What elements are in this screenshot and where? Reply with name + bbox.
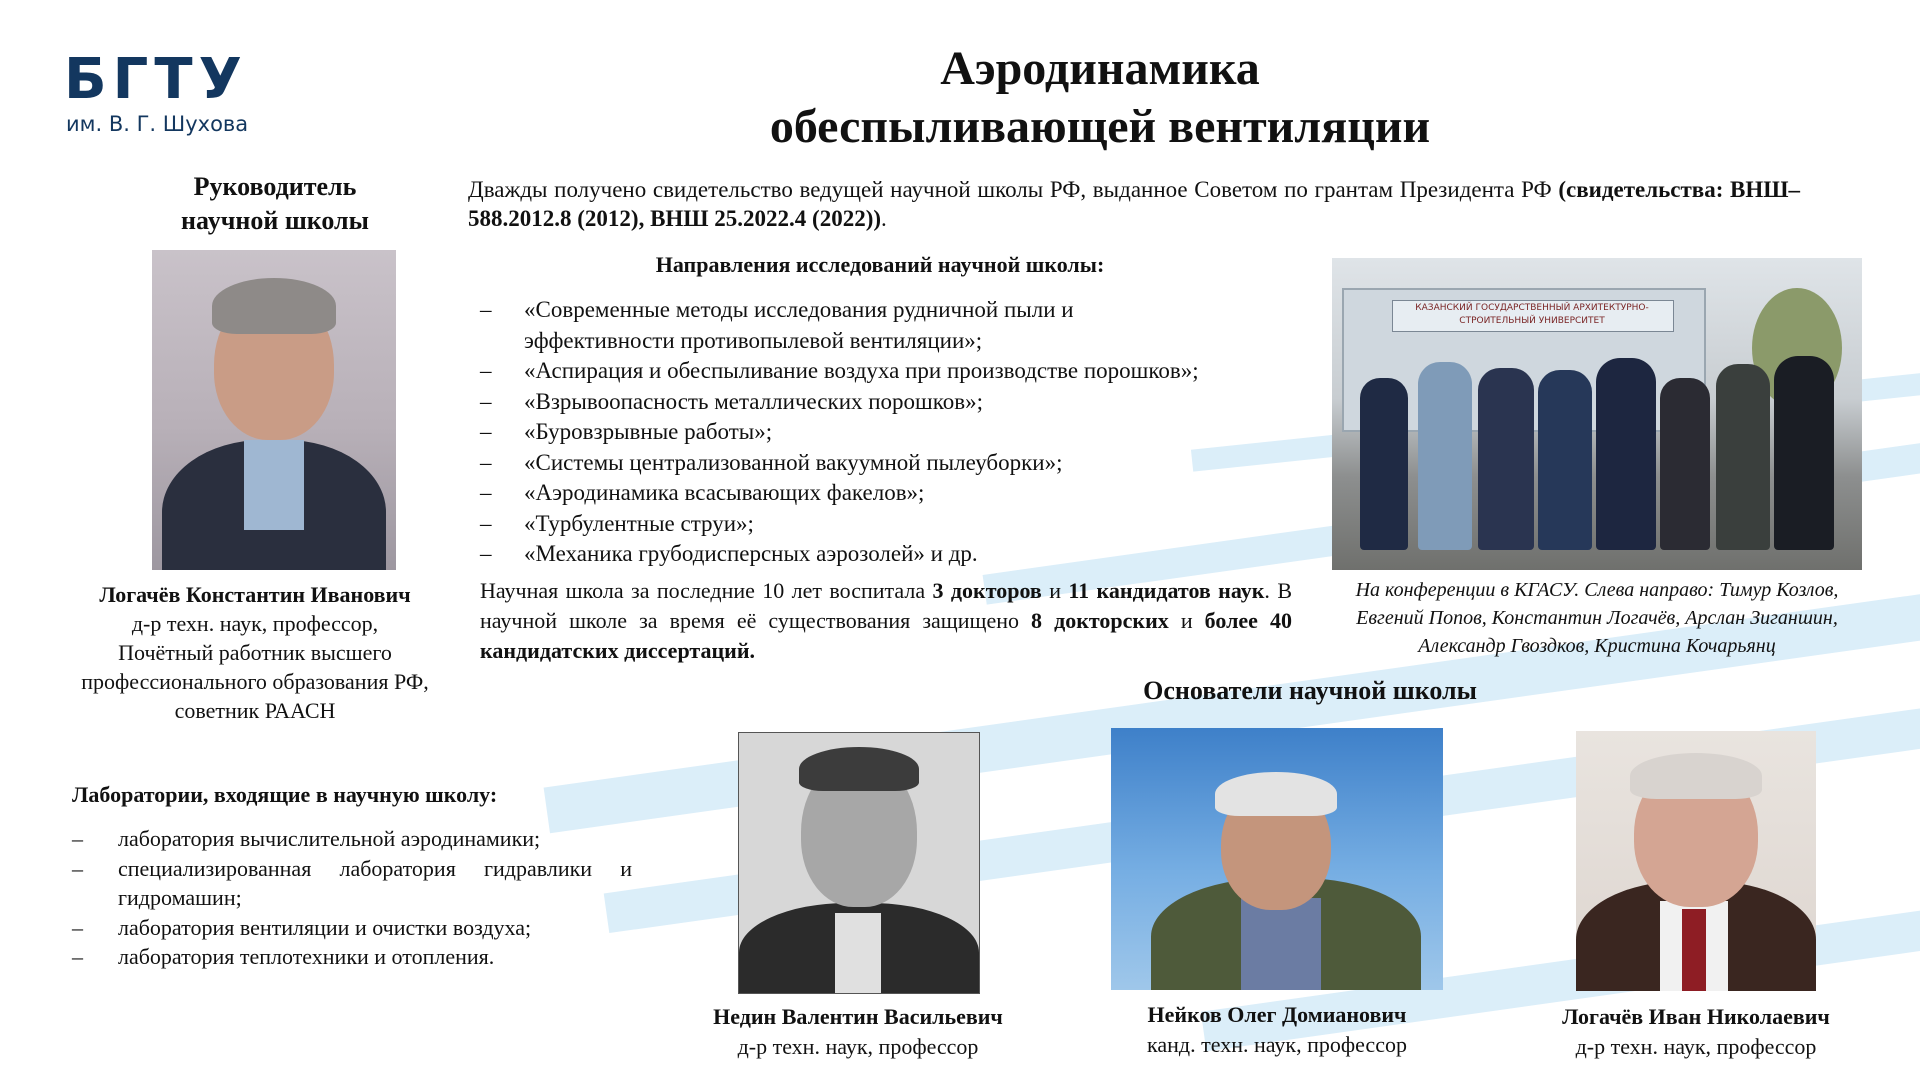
certificate-end: . (881, 206, 887, 231)
certificate-paragraph (468, 175, 1800, 233)
labs-heading: Лаборатории, входящие в научную школу: (72, 782, 498, 807)
stats-candidate-theses: более 40 кандидатских диссертаций. (480, 608, 1292, 663)
logo-subtitle: им. В. Г. Шухова (66, 112, 249, 136)
founder-name: Недин Валентин Васильевич (713, 1004, 1003, 1029)
stats-text: Научная школа за последние 10 лет воспитала (480, 578, 933, 603)
founder-photo-shirt (835, 913, 881, 993)
leader-detail: профессионального образования РФ, (81, 669, 429, 694)
leader-detail: советник РААСН (174, 698, 336, 723)
stats-text: и (1041, 578, 1069, 603)
photo-caption: На конференции в КГАСУ. Слева направо: Тимур Козлов, Евгений Попов, Константин Логачёв, Арслан Зиганшин, Александр Гвоздков, Кристина Кочарьянц (1355, 579, 1839, 657)
photo-person (1418, 362, 1472, 550)
photo-person (1660, 378, 1710, 550)
stats-text: . В научной школе за время её существования защищено (480, 578, 1292, 633)
stats-text: и (1168, 608, 1205, 633)
direction-item: – «Современные методы исследования рудничной пыли и эффективности противопылевой вентиляции»; (480, 295, 1114, 356)
founder-degree: д-р техн. наук, профессор (1575, 1034, 1817, 1059)
stats-doctors: 3 докторов (932, 578, 1042, 603)
lab-item: – специализированная лаборатория гидравлики и гидромашин; (72, 854, 632, 913)
title-line-1: Аэродинамика (940, 42, 1260, 95)
founder-degree: д-р техн. наук, профессор (737, 1034, 979, 1059)
photo-person (1360, 378, 1408, 550)
founder-photo-logachev (1576, 731, 1816, 991)
direction-item: – «Механика грубодисперсных аэрозолей» и др. (480, 539, 1300, 570)
directions-list (480, 295, 1300, 570)
direction-item: – «Буровзрывные работы»; (480, 417, 1300, 448)
founder-photo-nedin (738, 732, 980, 994)
direction-item: – «Аэродинамика всасывающих факелов»; (480, 478, 1300, 509)
founder-photo-tie (1682, 909, 1706, 991)
stats-candidates: 11 кандидатов наук (1068, 578, 1265, 603)
leader-detail: Почётный работник высшего (118, 640, 392, 665)
photo-person (1478, 368, 1534, 550)
lab-item: – лаборатория вентиляции и очистки воздуха; (72, 913, 632, 943)
leader-name: Логачёв Константин Иванович (99, 582, 411, 607)
photo-person (1716, 364, 1770, 550)
logo-text: БГТУ (64, 47, 248, 112)
founder-photo-shirt (1241, 898, 1321, 990)
leader-detail: д-р техн. наук, профессор, (131, 611, 379, 636)
founder-photo-hair (799, 747, 919, 791)
founder-photo-neykov (1111, 728, 1443, 990)
leader-photo-hair (212, 278, 336, 334)
direction-item: – «Системы централизованной вакуумной пылеуборки»; (480, 448, 1300, 479)
conference-group-photo (1332, 258, 1862, 570)
title-line-2: обеспыливающей вентиляции (769, 100, 1431, 153)
direction-item: – «Аспирация и обеспыливание воздуха при производстве порошков»; (480, 356, 1300, 387)
founder-info-neykov (1077, 1000, 1477, 1060)
direction-item: – «Турбулентные струи»; (480, 509, 1300, 540)
leader-heading (150, 170, 400, 238)
founder-photo-hair (1630, 753, 1762, 799)
founder-info-nedin (658, 1002, 1058, 1062)
labs-list (72, 824, 632, 972)
page-title (700, 40, 1500, 156)
lab-item: – лаборатория вычислительной аэродинамики; (72, 824, 632, 854)
photo-person (1774, 356, 1834, 550)
founder-name: Логачёв Иван Николаевич (1562, 1004, 1830, 1029)
founder-info-logachev (1496, 1002, 1896, 1062)
leader-heading-line-1: Руководитель (193, 172, 357, 201)
photo-person (1538, 370, 1592, 550)
founder-photo-hair (1215, 772, 1337, 816)
leader-heading-line-2: научной школы (181, 206, 369, 235)
certificate-numbers: (свидетельства: ВНШ–588.2012.8 (2012), ВНШ 25.2022.4 (2022)) (468, 177, 1801, 231)
direction-item: – «Взрывоопасность металлических порошков»; (480, 387, 1300, 418)
founder-name: Нейков Олег Домианович (1147, 1002, 1407, 1027)
founders-heading: Основатели научной школы (1143, 676, 1477, 705)
certificate-text: Дважды получено свидетельство ведущей научной школы РФ, выданное Советом по грантам Президента РФ (468, 177, 1559, 202)
photo-person (1596, 358, 1656, 550)
lab-item: – лаборатория теплотехники и отопления. (72, 942, 632, 972)
founder-degree: канд. техн. наук, профессор (1147, 1032, 1407, 1057)
leader-photo-shirt (244, 440, 304, 530)
leader-photo (152, 250, 396, 570)
stats-doctoral-theses: 8 докторских (1031, 608, 1169, 633)
school-stats-paragraph (480, 576, 1292, 666)
directions-heading: Направления исследований научной школы: (655, 252, 1105, 277)
building-sign-text: КАЗАНСКИЙ ГОСУДАРСТВЕННЫЙ АРХИТЕКТУРНО-СТРОИТЕЛЬНЫЙ УНИВЕРСИТЕТ (1415, 303, 1649, 326)
leader-info (40, 580, 470, 725)
